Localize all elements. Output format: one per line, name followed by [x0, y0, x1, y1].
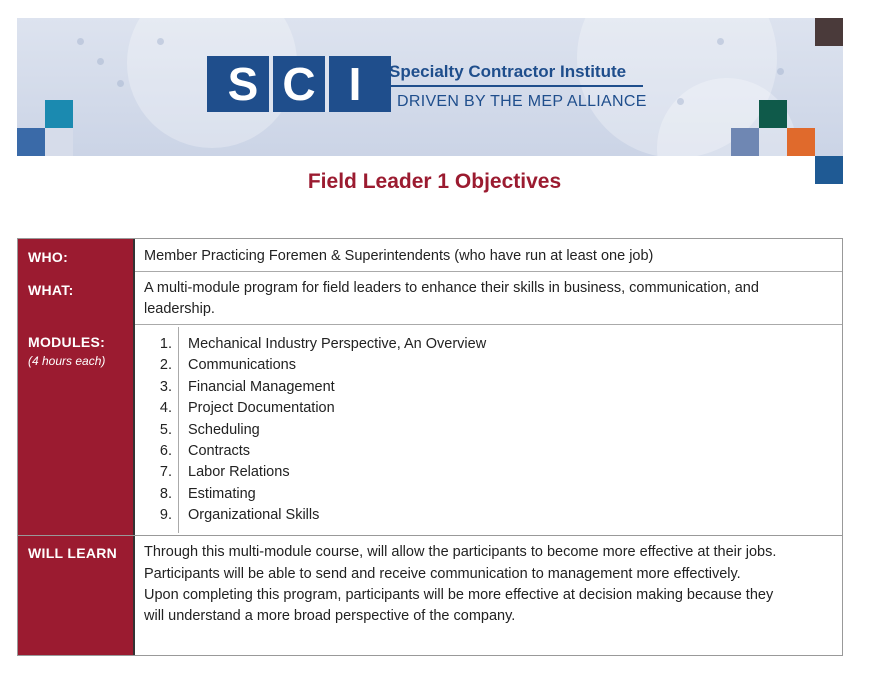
module-number: 7.	[159, 464, 172, 480]
will-learn-line: will understand a more broad perspective of the company.	[144, 608, 516, 624]
objectives-table	[17, 238, 843, 656]
who-label: WHO:	[28, 249, 69, 265]
module-title: Mechanical Industry Perspective, An Overview	[188, 336, 487, 352]
banner-decor-dot	[117, 80, 124, 87]
banner-decor-square	[17, 128, 45, 156]
banner-decor-dot	[677, 98, 684, 105]
logo-letter: I	[348, 58, 362, 110]
who-value: Member Practicing Foremen & Superintendents (who have run at least one job)	[144, 248, 654, 264]
banner-decor-square	[759, 100, 787, 128]
module-title: Estimating	[188, 486, 256, 502]
sci-logo	[207, 56, 391, 112]
module-title: Labor Relations	[188, 464, 290, 480]
header-banner	[17, 18, 843, 156]
module-number: 4.	[159, 400, 172, 416]
module-title: Scheduling	[188, 422, 260, 438]
module-number: 9.	[159, 507, 172, 523]
what-label: WHAT:	[28, 282, 74, 298]
will-learn-line: Participants will be able to send and receive communication to management more effectively.	[144, 566, 741, 582]
row-divider	[135, 324, 842, 325]
module-title: Organizational Skills	[188, 507, 320, 523]
module-title: Project Documentation	[188, 400, 335, 416]
banner-decor-square	[787, 128, 815, 156]
org-tagline: DRIVEN BY THE MEP ALLIANCE	[397, 93, 647, 110]
module-title: Financial Management	[188, 379, 335, 395]
banner-decor-square	[731, 128, 759, 156]
org-name-underline	[389, 85, 643, 87]
module-number: 6.	[159, 443, 172, 459]
banner-decor-dot	[777, 68, 784, 75]
banner-decor-square	[45, 100, 73, 128]
module-title: Communications	[188, 357, 296, 373]
logo-letter: S	[217, 56, 273, 112]
module-number: 5.	[159, 422, 172, 438]
banner-decor-dot	[97, 58, 104, 65]
modules-label: MODULES:	[28, 334, 106, 350]
banner-decor-dot	[77, 38, 84, 45]
logo-letter: C	[273, 56, 329, 112]
will-learn-line: Through this multi-module course, will allow the participants to become more effective at their jobs.	[144, 544, 777, 560]
module-number: 2.	[159, 357, 172, 373]
banner-decor-dot	[717, 38, 724, 45]
will-learn-label: WILL LEARN	[28, 545, 118, 561]
banner-decor-square	[815, 18, 843, 46]
page-title: Field Leader 1 Objectives	[307, 170, 562, 193]
row-divider	[135, 271, 842, 272]
banner-decor-square	[45, 128, 73, 156]
module-number: 1.	[159, 336, 172, 352]
org-name: Specialty Contractor Institute	[389, 62, 627, 81]
what-value-line2: leadership.	[144, 301, 215, 317]
what-value-line1: A multi-module program for field leaders to enhance their skills in business, communication, and	[144, 280, 759, 296]
module-number: 3.	[159, 379, 172, 395]
row-divider	[18, 535, 842, 536]
modules-column-divider	[178, 327, 179, 533]
banner-decor-dot	[157, 38, 164, 45]
module-number: 8.	[159, 486, 172, 502]
module-title: Contracts	[188, 443, 251, 459]
modules-sublabel: (4 hours each)	[28, 354, 106, 368]
will-learn-line: Upon completing this program, participants will be more effective at decision making because they	[144, 587, 774, 603]
label-column	[18, 239, 135, 655]
